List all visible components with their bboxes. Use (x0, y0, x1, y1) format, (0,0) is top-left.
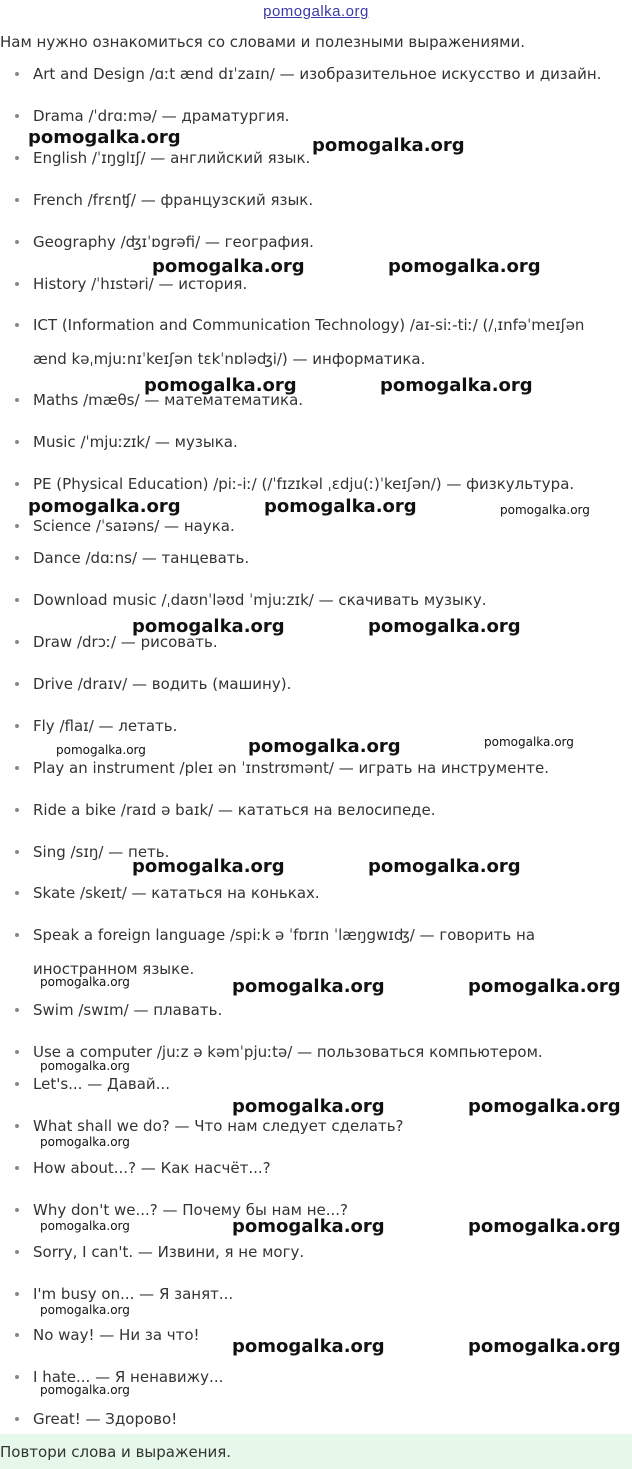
bullet-icon (15, 1050, 19, 1054)
bullet-icon (15, 1008, 19, 1012)
item-text: Geography /ʤɪˈɒgrəfi/ — география. (33, 233, 314, 251)
bullet-icon (15, 1124, 19, 1128)
watermark: pomogalka.org (388, 256, 541, 277)
watermark: pomogalka.org (232, 1096, 385, 1117)
item-text: I hate... — Я ненавижу... (33, 1368, 224, 1386)
bullet-icon (15, 556, 19, 560)
watermark: pomogalka.org (40, 1059, 130, 1073)
watermark: pomogalka.org (368, 616, 521, 637)
watermark: pomogalka.org (56, 743, 146, 757)
item-text: Art and Design /ɑːt ænd dɪˈzaɪn/ — изобразительное искусство и дизайн. (33, 65, 602, 83)
bullet-icon (15, 682, 19, 686)
watermark: pomogalka.org (132, 616, 285, 637)
item-text: Download music /ˌdaʊnˈləʊd ˈmjuːzɪk/ — скачивать музыку. (33, 591, 487, 609)
bullet-icon (15, 1082, 19, 1086)
item-text: Swim /swɪm/ — плавать. (33, 1001, 223, 1019)
item-text: Dance /dɑːns/ — танцевать. (33, 549, 250, 567)
site-header-link[interactable]: pomogalka.org (263, 3, 369, 20)
watermark: pomogalka.org (468, 1096, 621, 1117)
item-text: Maths /mæθs/ — математематика. (33, 391, 304, 409)
item-text: French /frɛnʧ/ — французский язык. (33, 191, 314, 209)
bullet-icon (15, 482, 19, 486)
bullet-icon (15, 724, 19, 728)
watermark: pomogalka.org (312, 135, 465, 156)
bullet-icon (15, 440, 19, 444)
item-text: Draw /drɔː/ — рисовать. (33, 633, 218, 651)
footer-text: Повтори слова и выражения. (0, 1443, 232, 1461)
bullet-icon (15, 1333, 19, 1337)
bullet-icon (15, 891, 19, 895)
item-text: Sorry, I can't. — Извини, я не могу. (33, 1243, 305, 1261)
bullet-icon (15, 72, 19, 76)
watermark: pomogalka.org (468, 976, 621, 997)
item-text: What shall we do? — Что нам следует сделать? (33, 1117, 404, 1135)
watermark: pomogalka.org (28, 127, 181, 148)
bullet-icon (15, 808, 19, 812)
bullet-icon (15, 198, 19, 202)
bullet-icon (15, 114, 19, 118)
bullet-icon (15, 850, 19, 854)
watermark: pomogalka.org (40, 1383, 130, 1397)
bullet-icon (15, 1208, 19, 1212)
watermark: pomogalka.org (232, 1336, 385, 1357)
item-text: Speak a foreign language /spiːk ə ˈfɒrɪn ˈlæŋgwɪʤ/ — говорить на (33, 926, 536, 944)
item-text: ICT (Information and Communication Technology) /aɪ-siː-tiː/ (/ˌɪnfəˈmeɪʃən (33, 316, 585, 334)
bullet-icon (15, 1166, 19, 1170)
item-text: How about...? — Как насчёт...? (33, 1159, 271, 1177)
bullet-icon (15, 1375, 19, 1379)
item-text: Play an instrument /pleɪ ən ˈɪnstrʊmənt/ — играть на инструменте. (33, 759, 550, 777)
watermark: pomogalka.org (152, 256, 305, 277)
item-text: PE (Physical Education) /piː-iː/ (/ˈfɪzɪkəl ˌɛdju(ː)ˈkeɪʃən/) — физкультура. (33, 475, 575, 493)
item-text: Use a computer /juːz ə kəmˈpjuːtə/ — пользоваться компьютером. (33, 1043, 543, 1061)
watermark: pomogalka.org (40, 1303, 130, 1317)
item-text: Skate /skeɪt/ — кататься на коньках. (33, 884, 320, 902)
watermark: pomogalka.org (144, 375, 297, 396)
watermark: pomogalka.org (484, 735, 574, 749)
bullet-icon (15, 1292, 19, 1296)
watermark: pomogalka.org (132, 856, 285, 877)
item-text: Drive /draɪv/ — водить (машину). (33, 675, 292, 693)
watermark: pomogalka.org (264, 496, 417, 517)
bullet-icon (15, 1417, 19, 1421)
bullet-icon (15, 766, 19, 770)
bullet-icon (15, 640, 19, 644)
item-text: Sing /sɪŋ/ — петь. (33, 843, 170, 861)
bullet-icon (15, 323, 19, 327)
bullet-icon (15, 398, 19, 402)
watermark: pomogalka.org (368, 856, 521, 877)
item-text: Drama /ˈdrɑːmə/ — драматургия. (33, 107, 290, 125)
item-text: Science /ˈsaɪəns/ — наука. (33, 517, 235, 535)
bullet-icon (15, 524, 19, 528)
intro-text: Нам нужно ознакомиться со словами и полезными выражениями. (0, 33, 525, 51)
watermark: pomogalka.org (468, 1216, 621, 1237)
item-text-continuation: иностранном языке. (33, 960, 195, 978)
watermark: pomogalka.org (40, 975, 130, 989)
bullet-icon (15, 933, 19, 937)
item-text: Music /ˈmjuːzɪk/ — музыка. (33, 433, 238, 451)
item-text: English /ˈɪŋglɪʃ/ — английский язык. (33, 149, 311, 167)
watermark: pomogalka.org (40, 1219, 130, 1233)
watermark: pomogalka.org (28, 496, 181, 517)
watermark: pomogalka.org (500, 503, 590, 517)
watermark: pomogalka.org (232, 1216, 385, 1237)
footer-banner (0, 1434, 632, 1469)
item-text: Great! — Здорово! (33, 1410, 178, 1428)
bullet-icon (15, 1250, 19, 1254)
item-text: Fly /flaɪ/ — летать. (33, 717, 178, 735)
item-text: Why don't we...? — Почему бы нам не...? (33, 1201, 349, 1219)
watermark: pomogalka.org (40, 1135, 130, 1149)
bullet-icon (15, 240, 19, 244)
item-text: Let's... — Давай... (33, 1075, 170, 1093)
item-text: No way! — Ни за что! (33, 1326, 200, 1344)
item-text: History /ˈhɪstəri/ — история. (33, 275, 248, 293)
item-text: I'm busy on... — Я занят... (33, 1285, 234, 1303)
watermark: pomogalka.org (232, 976, 385, 997)
watermark: pomogalka.org (380, 375, 533, 396)
item-text: Ride a bike /raɪd ə baɪk/ — кататься на велосипеде. (33, 801, 436, 819)
watermark: pomogalka.org (248, 736, 401, 757)
bullet-icon (15, 156, 19, 160)
bullet-icon (15, 598, 19, 602)
watermark: pomogalka.org (468, 1336, 621, 1357)
bullet-icon (15, 282, 19, 286)
item-text-continuation: ænd kəˌmjuːnɪˈkeɪʃən tɛkˈnɒləʤi/) — информатика. (33, 350, 426, 368)
